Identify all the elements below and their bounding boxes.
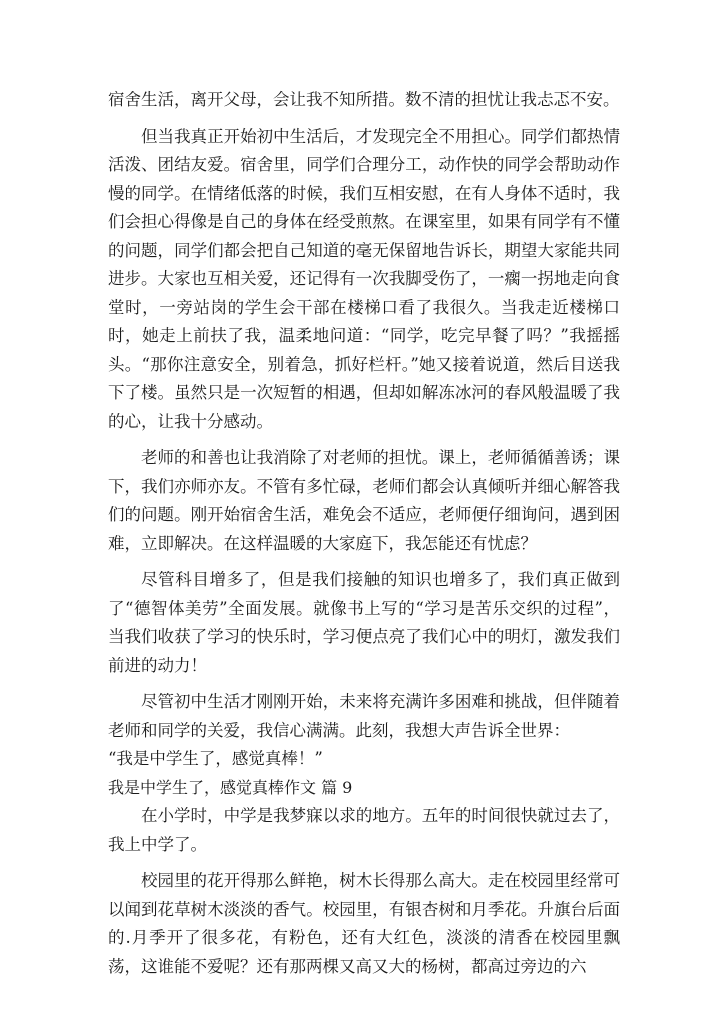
paragraph-5: 尽管初中生活才刚刚开始，未来将充满许多困难和挑战，但伴随着老师和同学的关爱，我信心满满。此刻，我想大声告诉全世界： xyxy=(108,692,620,740)
quote-line: “我是中学生了，感觉真棒！” xyxy=(108,749,323,768)
paragraph-3: 老师的和善也让我消除了对老师的担忧。课上，老师循循善诱；课下，我们亦师亦友。不管有多忙碌，老师们都会认真倾听并细心解答我们的问题。刚开始宿舍生活，难免会不适应，老师便仔细询问，遇到困难，立即解决。在这样温暖的大家庭下，我怎能还有忧虑？ xyxy=(108,448,620,553)
paragraph-4: 尽管科目增多了，但是我们接触的知识也增多了，我们真正做到了“德智体美劳”全面发展。就像书上写的“学习是苦乐交织的过程”，当我们收获了学习的快乐时，学习便点亮了我们心中的明灯，激发我们前进的动力！ xyxy=(108,570,620,675)
paragraph-7: 校园里的花开得那么鲜艳，树木长得那么高大。走在校园里经常可以闻到花草树木淡淡的香气。校园里，有银杏树和月季花。升旗台后面的.月季开了很多花，有粉色，还有大红色，淡淡的清香在校园里飘荡，这谁能不爱呢？还有那两棵又高又大的杨树，都高过旁边的六 xyxy=(108,871,620,976)
essay-heading: 我是中学生了，感觉真棒作文 篇 9 xyxy=(108,777,353,797)
paragraph-2: 但当我真正开始初中生活后，才发现完全不用担心。同学们都热情活泼、团结友爱。宿舍里，同学们合理分工，动作快的同学会帮助动作慢的同学。在情绪低落的时候，我们互相安慰，在有人身体不适时，我们会担心得像是自己的身体在经受煎熬。在课室里，如果有同学有不懂的问题，同学们都会把自己知道的毫无保留地告诉长，期望大家能共同进步。大家也互相关爱，还记得有一次我脚受伤了，一瘸一拐地走向食堂时，一旁站岗的学生会干部在楼梯口看了我很久。当我走近楼梯口时，她走上前扶了我，温柔地问道：“同学，吃完早餐了吗？”我摇摇头。“那你注意安全，别着急，抓好栏杆。”她又接着说道，然后目送我下了楼。虽然只是一次短暂的相遇，但却如解冻冰河的春风般温暖了我的心，让我十分感动。 xyxy=(108,126,620,431)
document-page xyxy=(108,86,620,989)
paragraph-6: 在小学时，中学是我梦寐以求的地方。五年的时间很快就过去了，我上中学了。 xyxy=(108,806,620,854)
paragraph-1: 宿舍生活，离开父母，会让我不知所措。数不清的担忧让我忐忑不安。 xyxy=(108,90,620,109)
